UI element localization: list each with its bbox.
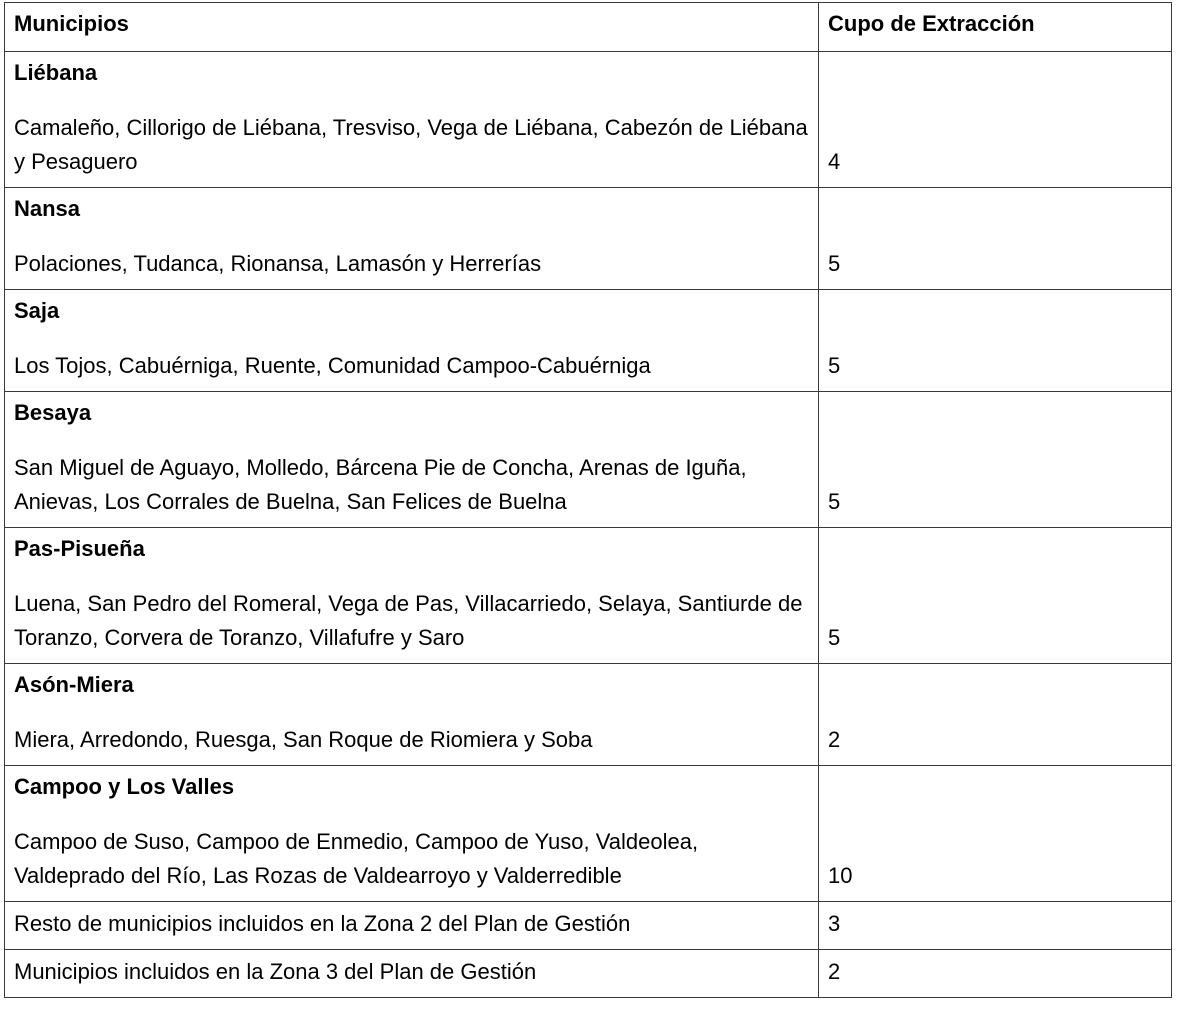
municipalities-list: Campoo de Suso, Campoo de Enmedio, Campoo de Yuso, Valdeolea, Valdeprado del Río, Las Rozas de Valdearroyo y Valderredible xyxy=(14,829,699,888)
region-name: Saja xyxy=(14,298,60,323)
table-row xyxy=(5,528,1172,664)
table-row xyxy=(5,188,1172,290)
table-row xyxy=(5,766,1172,902)
municipalities-cell xyxy=(5,52,819,188)
quota-cell: 3 xyxy=(819,902,1172,950)
table-row xyxy=(5,52,1172,188)
municipalities-list: Camaleño, Cillorigo de Liébana, Tresviso, Vega de Liébana, Cabezón de Liébana y Pesaguero xyxy=(14,115,808,174)
municipalities-list: Los Tojos, Cabuérniga, Ruente, Comunidad Campoo-Cabuérniga xyxy=(14,353,651,378)
municipalities-cell xyxy=(5,188,819,290)
header-cupo: Cupo de Extracción xyxy=(819,3,1172,52)
quota-cell: 10 xyxy=(819,766,1172,902)
region-name: Asón-Miera xyxy=(14,672,134,697)
table-row xyxy=(5,902,1172,950)
header-row xyxy=(5,3,1172,52)
municipalities-list: San Miguel de Aguayo, Molledo, Bárcena Pie de Concha, Arenas de Iguña, Anievas, Los Corrales de Buelna, San Felices de Buelna xyxy=(14,455,747,514)
region-name: Nansa xyxy=(14,196,81,221)
quota-cell: 2 xyxy=(819,664,1172,766)
extra-row-label: Resto de municipios incluidos en la Zona 2 del Plan de Gestión xyxy=(5,902,819,950)
municipalities-list: Miera, Arredondo, Ruesga, San Roque de Riomiera y Soba xyxy=(14,727,593,752)
quota-cell: 5 xyxy=(819,528,1172,664)
table-row xyxy=(5,392,1172,528)
quota-cell: 5 xyxy=(819,188,1172,290)
table-row xyxy=(5,950,1172,998)
municipalities-list: Luena, San Pedro del Romeral, Vega de Pas, Villacarriedo, Selaya, Santiurde de Toranzo, Corvera de Toranzo, Villafufre y Saro xyxy=(14,591,803,650)
municipalities-cell xyxy=(5,664,819,766)
municipalities-cell xyxy=(5,392,819,528)
header-municipios: Municipios xyxy=(5,3,819,52)
region-name: Campoo y Los Valles xyxy=(14,774,235,799)
municipalities-cell xyxy=(5,528,819,664)
quota-cell: 5 xyxy=(819,290,1172,392)
table-row xyxy=(5,290,1172,392)
region-name: Liébana xyxy=(14,60,98,85)
quota-table xyxy=(4,2,1172,998)
municipalities-cell xyxy=(5,766,819,902)
extra-row-label: Municipios incluidos en la Zona 3 del Plan de Gestión xyxy=(5,950,819,998)
table-row xyxy=(5,664,1172,766)
region-name: Pas-Pisueña xyxy=(14,536,145,561)
quota-cell: 5 xyxy=(819,392,1172,528)
municipalities-cell xyxy=(5,290,819,392)
region-name: Besaya xyxy=(14,400,92,425)
municipalities-list: Polaciones, Tudanca, Rionansa, Lamasón y Herrerías xyxy=(14,251,542,276)
quota-cell: 4 xyxy=(819,52,1172,188)
quota-cell: 2 xyxy=(819,950,1172,998)
